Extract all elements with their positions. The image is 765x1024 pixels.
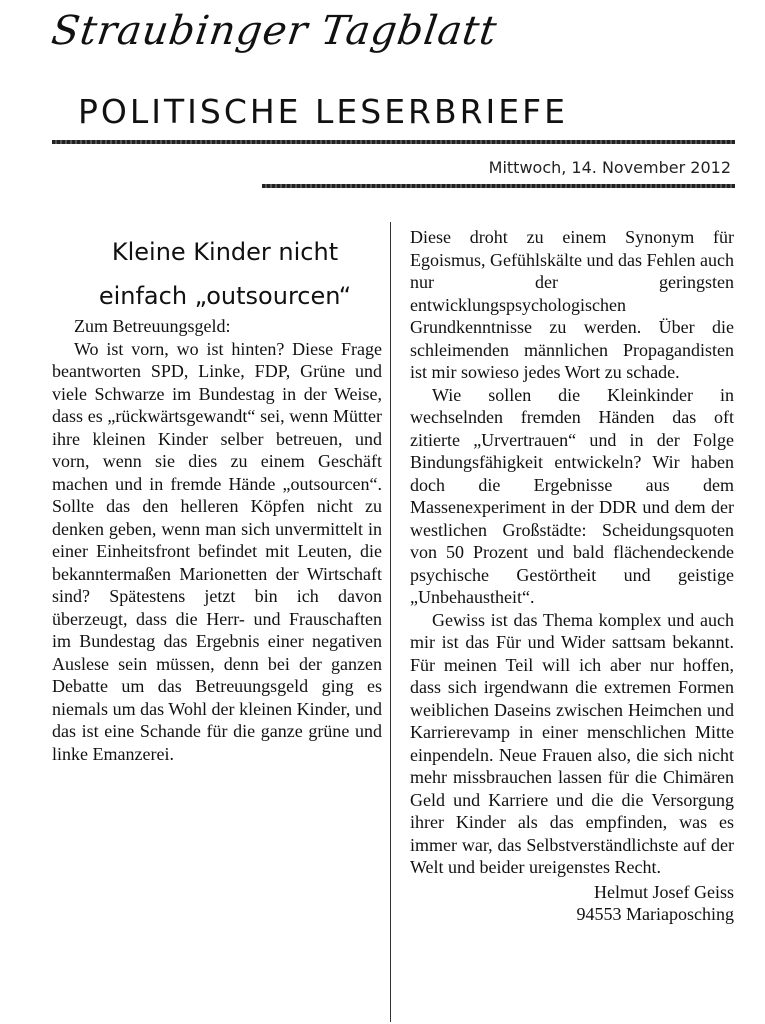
author-name: Helmut Josef Geiss [594, 881, 734, 902]
article-intro: Zum Betreuungsgeld: [74, 316, 231, 336]
article-headline [60, 230, 390, 318]
article-paragraph: Gewiss ist das Thema komplex und auch mir ist das Für und Wider sattsam bekannt. Für meinen Teil will ich aber nur hoffen, dass sich irgendwann die extremen Formen weiblichen Daseins zwischen Heimchen und Karrierevamp in einer menschlichen Mitte einpendeln. Neue Frauen also, die sich nicht mehr missbrauchen lassen für die Chimären Geld und Karriere und die die Versorgung ihrer Kinder als das empfinden, was es immer war, das Selbstverständlichste auf der Welt und beider ureigenstes Recht. [410, 609, 734, 877]
headline-line-1: Kleine Kinder nicht [111, 238, 339, 266]
headline-line-2: einfach „outsourcen“ [98, 282, 352, 310]
article-paragraph: Diese droht zu einem Synonym für Egoismus, Gefühlskälte und das Fehlen auch nur der geringsten entwicklungspsychologischen Grundkenntnisse zu werden. Über die schleimenden männlichen Propagandisten ist mir sowieso jedes Wort zu schade. [410, 227, 734, 382]
author-signature [410, 881, 734, 926]
article-paragraph: Wie sollen die Kleinkinder in wechselnden fremden Händen das oft zitierte „Urvertrauen“ und in der Folge Bindungsfähigkeit entwickeln? Wir haben doch die Ergebnisse aus dem Massenexperiment in der DDR und dem der westlichen Großstädte: Scheidungsquoten von 50 Prozent und bald flächendeckende psychische Gestörtheit und geistige „Unbehaustheit“. [410, 384, 734, 607]
article-paragraph: Wo ist vorn, wo ist hinten? Diese Frage beantworten SPD, Linke, FDP, Grüne und viele Schwarze im Bundestag in der Weise, dass es „rückwärtsgewandt“ sei, wenn Mütter ihre kleinen Kinder selber betreuen, und vorn, wenn sie dies zu einem Geschäft machen und in fremde Hände „outsourcen“. Sollte das den helleren Köpfen nicht zu denken geben, wenn man sich unvermittelt in einer Einheitsfront befindet mit Leuten, die bekanntermaßen Marionetten der Wirtschaft sind? Spätestens jetzt bin ich davon überzeugt, dass die Herr- und Frauschaften im Bundestag das Ergebnis einer negativen Auslese sein müssen, denn bei der ganzen Debatte um das Betreuungsgeld ging es niemals um das Wohl der kleinen Kinder, und das ist eine Schande für die ganze grüne und linke Emanzerei. [52, 338, 382, 764]
author-location: 94553 Mariaposching [576, 904, 734, 924]
publication-date: Mittwoch, 14. November 2012 [488, 158, 731, 177]
section-title: POLITISCHE LESERBRIEFE [78, 92, 568, 131]
newspaper-masthead: Straubinger Tagblatt [48, 8, 501, 54]
column-divider [390, 222, 391, 1022]
top-rule-divider [52, 140, 735, 144]
article-column-right [410, 226, 734, 926]
article-column-left [52, 315, 382, 765]
date-rule-divider [262, 184, 735, 188]
